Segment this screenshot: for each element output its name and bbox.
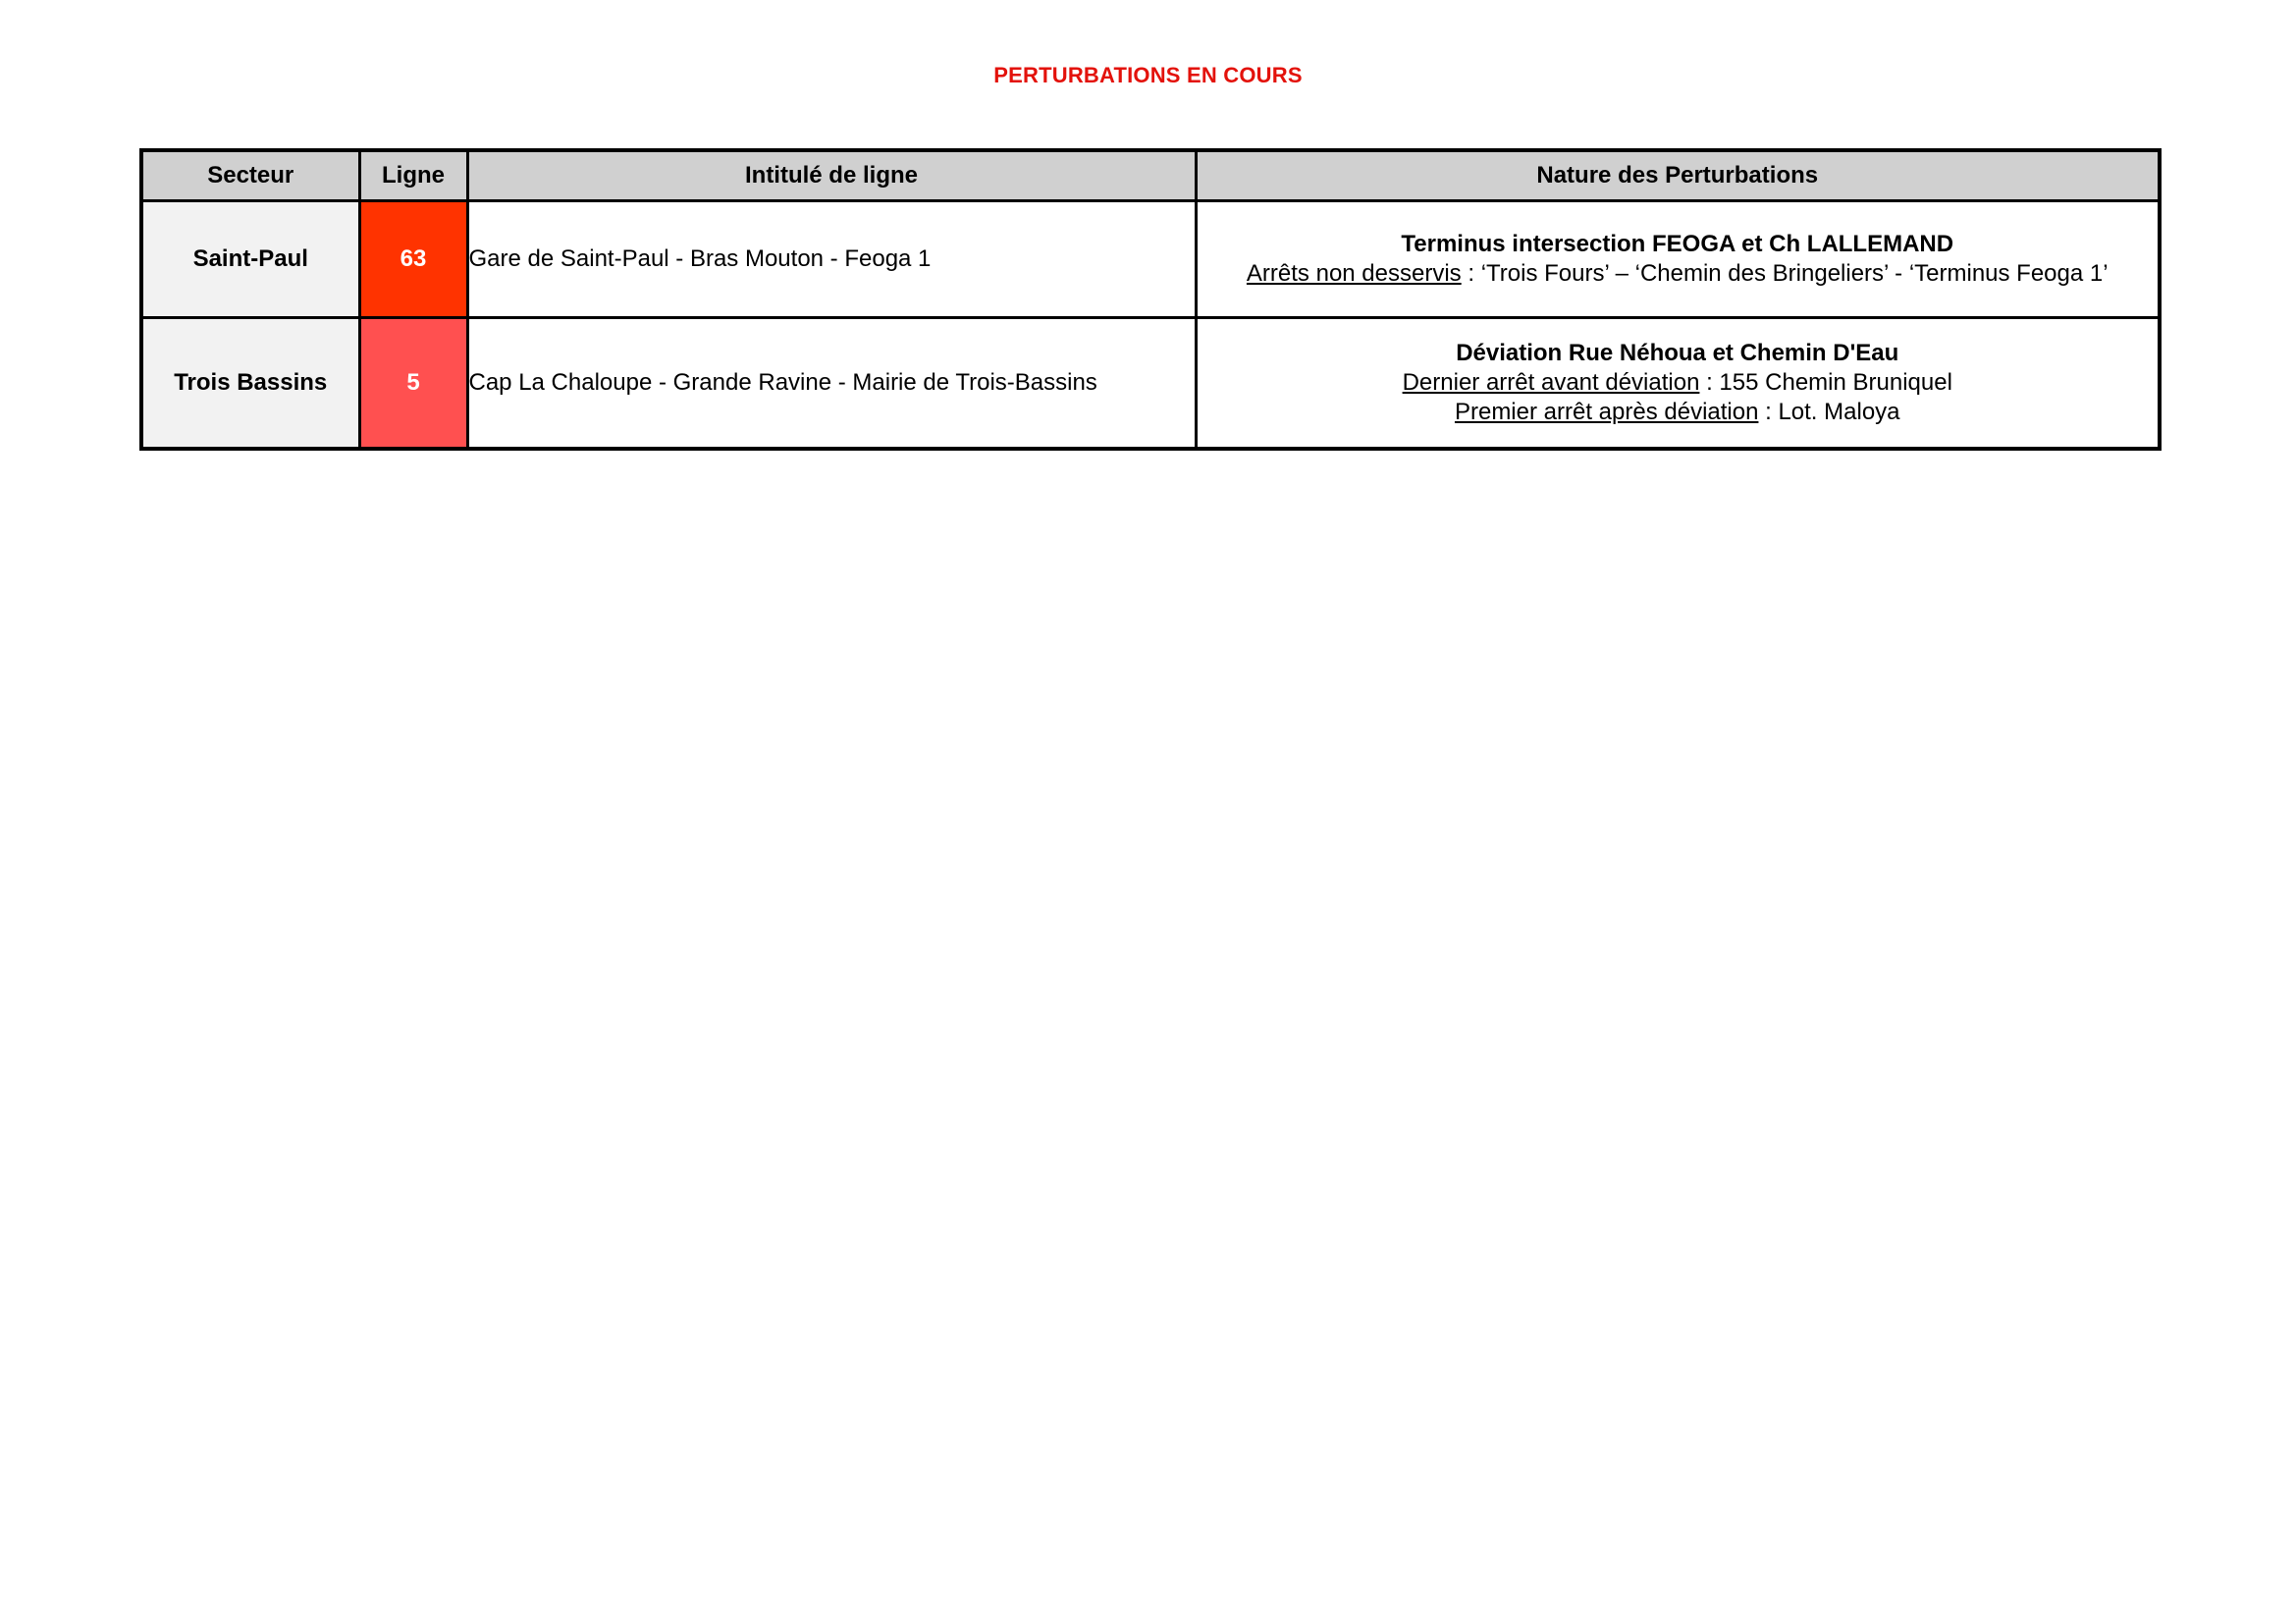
nature-line (1198, 259, 2159, 289)
secteur-cell: Trois Bassins (141, 318, 359, 450)
table-header-row (141, 150, 2160, 201)
nature-cell (1196, 201, 2160, 318)
nature-line-value: : ‘Trois Fours’ – ‘Chemin des Bringeliers’ - ‘Terminus Feoga 1’ (1461, 260, 2109, 287)
nature-title: Terminus intersection FEOGA et Ch LALLEMAND (1401, 231, 1954, 257)
header-secteur: Secteur (141, 150, 359, 201)
perturbations-table (139, 148, 2162, 451)
nature-line-label: Premier arrêt après déviation (1454, 399, 1759, 425)
nature-line-label: Arrêts non desservis (1246, 260, 1462, 287)
nature-line (1198, 368, 2159, 398)
nature-line-value: : Lot. Maloya (1758, 399, 1900, 425)
ligne-badge: 63 (359, 201, 467, 318)
header-nature: Nature des Perturbations (1196, 150, 2160, 201)
nature-line (1198, 398, 2159, 427)
nature-line-label: Dernier arrêt avant déviation (1402, 369, 1700, 396)
table-row (141, 201, 2160, 318)
header-intitule: Intitulé de ligne (467, 150, 1196, 201)
page-title: PERTURBATIONS EN COURS (993, 63, 1303, 87)
intitule-cell: Gare de Saint-Paul - Bras Mouton - Feoga 1 (467, 201, 1196, 318)
header-ligne: Ligne (359, 150, 467, 201)
secteur-cell: Saint-Paul (141, 201, 359, 318)
nature-title: Déviation Rue Néhoua et Chemin D'Eau (1456, 340, 1899, 366)
nature-line-value: : 155 Chemin Bruniquel (1699, 369, 1952, 396)
nature-cell (1196, 318, 2160, 450)
ligne-badge: 5 (359, 318, 467, 450)
table-row (141, 318, 2160, 450)
intitule-cell: Cap La Chaloupe - Grande Ravine - Mairie de Trois-Bassins (467, 318, 1196, 450)
